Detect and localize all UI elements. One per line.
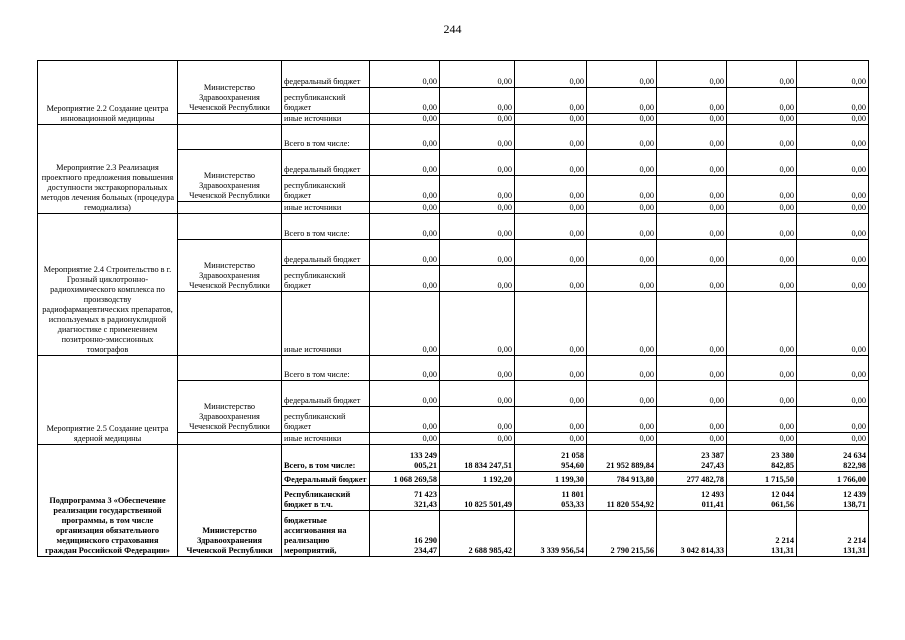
amount-cell: 0,00 <box>727 61 797 88</box>
amount-cell: 0,00 <box>440 176 515 202</box>
amount-cell: 0,00 <box>727 176 797 202</box>
funding-source: Республиканский бюджет в т.ч. <box>282 486 370 511</box>
amount-cell: 0,00 <box>727 433 797 445</box>
amount-cell: 0,00 <box>797 125 869 150</box>
responsible-executor: Министерство Здравоохранения Чеченской Республики <box>178 381 282 433</box>
amount-cell: 16 290 234,47 <box>370 511 440 557</box>
amount-cell: 0,00 <box>727 407 797 433</box>
amount-cell: 0,00 <box>727 240 797 266</box>
table-body <box>38 61 869 557</box>
amount-cell: 0,00 <box>657 202 727 214</box>
amount-cell: 12 493 011,41 <box>657 486 727 511</box>
amount-cell: 0,00 <box>440 125 515 150</box>
funding-source: Всего в том числе: <box>282 214 370 240</box>
amount-cell: 0,00 <box>587 61 657 88</box>
funding-source: республиканский бюджет <box>282 176 370 202</box>
amount-cell: 0,00 <box>657 88 727 114</box>
measure-name: Мероприятие 2.2 Создание центра инновационной медицины <box>38 61 178 125</box>
amount-cell: 2 688 985,42 <box>440 511 515 557</box>
amount-cell: 0,00 <box>440 150 515 176</box>
amount-cell: 0,00 <box>370 88 440 114</box>
amount-cell: 3 042 814,33 <box>657 511 727 557</box>
amount-cell: 0,00 <box>797 240 869 266</box>
amount-cell: 0,00 <box>440 114 515 125</box>
amount-cell: 0,00 <box>440 266 515 292</box>
amount-cell: 0,00 <box>370 381 440 407</box>
amount-cell: 71 423 321,43 <box>370 486 440 511</box>
amount-cell: 0,00 <box>440 240 515 266</box>
amount-cell: 0,00 <box>657 292 727 356</box>
amount-cell: 0,00 <box>727 292 797 356</box>
empty-cell <box>178 125 282 150</box>
amount-cell: 0,00 <box>440 407 515 433</box>
amount-cell: 11 820 554,92 <box>587 486 657 511</box>
amount-cell: 0,00 <box>727 202 797 214</box>
amount-cell: 784 913,80 <box>587 472 657 486</box>
funding-source: федеральный бюджет <box>282 240 370 266</box>
amount-cell: 0,00 <box>727 88 797 114</box>
table-row <box>38 214 869 240</box>
amount-cell: 0,00 <box>657 114 727 125</box>
amount-cell: 0,00 <box>587 407 657 433</box>
amount-cell: 0,00 <box>657 240 727 266</box>
amount-cell: 3 339 956,54 <box>515 511 587 557</box>
empty-cell <box>178 214 282 240</box>
budget-table <box>37 60 869 557</box>
amount-cell: 0,00 <box>657 407 727 433</box>
amount-cell: 0,00 <box>587 433 657 445</box>
amount-cell: 0,00 <box>797 88 869 114</box>
funding-source: иные источники <box>282 114 370 125</box>
amount-cell: 0,00 <box>727 114 797 125</box>
amount-cell: 21 952 889,84 <box>587 445 657 472</box>
funding-source: федеральный бюджет <box>282 150 370 176</box>
amount-cell: 0,00 <box>515 266 587 292</box>
empty-cell <box>178 114 282 125</box>
funding-source: Всего в том числе: <box>282 125 370 150</box>
table-row <box>38 356 869 381</box>
empty-cell <box>178 292 282 356</box>
funding-source: иные источники <box>282 433 370 445</box>
amount-cell: 12 439 138,71 <box>797 486 869 511</box>
amount-cell: 0,00 <box>797 61 869 88</box>
funding-source: федеральный бюджет <box>282 61 370 88</box>
funding-source: республиканский бюджет <box>282 88 370 114</box>
amount-cell: 0,00 <box>515 125 587 150</box>
page-number: 244 <box>443 22 462 36</box>
amount-cell: 0,00 <box>657 125 727 150</box>
amount-cell: 0,00 <box>587 214 657 240</box>
amount-cell: 0,00 <box>727 214 797 240</box>
amount-cell: 277 482,78 <box>657 472 727 486</box>
amount-cell: 0,00 <box>727 125 797 150</box>
amount-cell: 0,00 <box>587 125 657 150</box>
amount-cell: 0,00 <box>370 150 440 176</box>
amount-cell: 0,00 <box>515 214 587 240</box>
amount-cell: 2 214 131,31 <box>727 511 797 557</box>
funding-source: республиканский бюджет <box>282 266 370 292</box>
amount-cell: 0,00 <box>440 214 515 240</box>
amount-cell: 0,00 <box>657 150 727 176</box>
amount-cell: 0,00 <box>440 88 515 114</box>
amount-cell: 11 801 053,33 <box>515 486 587 511</box>
amount-cell: 0,00 <box>440 292 515 356</box>
amount-cell: 0,00 <box>370 407 440 433</box>
amount-cell: 0,00 <box>587 176 657 202</box>
amount-cell: 0,00 <box>515 176 587 202</box>
amount-cell: 0,00 <box>657 433 727 445</box>
amount-cell: 10 825 501,49 <box>440 486 515 511</box>
amount-cell: 0,00 <box>440 202 515 214</box>
amount-cell: 21 058 954,60 <box>515 445 587 472</box>
responsible-executor: Министерство Здравоохранения Чеченской Республики <box>178 445 282 557</box>
amount-cell: 0,00 <box>657 266 727 292</box>
measure-name: Мероприятие 2.5 Создание центра ядерной медицины <box>38 356 178 445</box>
amount-cell: 0,00 <box>797 381 869 407</box>
amount-cell: 0,00 <box>797 407 869 433</box>
funding-source: федеральный бюджет <box>282 381 370 407</box>
amount-cell: 0,00 <box>587 202 657 214</box>
amount-cell: 1 199,30 <box>515 472 587 486</box>
amount-cell: 0,00 <box>727 381 797 407</box>
empty-cell <box>178 202 282 214</box>
amount-cell: 0,00 <box>587 356 657 381</box>
amount-cell: 0,00 <box>440 61 515 88</box>
amount-cell: 0,00 <box>515 381 587 407</box>
amount-cell: 0,00 <box>440 381 515 407</box>
amount-cell: 0,00 <box>370 292 440 356</box>
amount-cell: 0,00 <box>440 356 515 381</box>
amount-cell: 0,00 <box>370 266 440 292</box>
table-row <box>38 125 869 150</box>
amount-cell: 1 715,50 <box>727 472 797 486</box>
amount-cell: 0,00 <box>657 356 727 381</box>
amount-cell: 0,00 <box>587 266 657 292</box>
amount-cell: 0,00 <box>370 176 440 202</box>
amount-cell: 0,00 <box>515 202 587 214</box>
amount-cell: 1 766,00 <box>797 472 869 486</box>
funding-source: иные источники <box>282 292 370 356</box>
empty-cell <box>178 433 282 445</box>
amount-cell: 0,00 <box>797 114 869 125</box>
amount-cell: 0,00 <box>587 88 657 114</box>
funding-source: иные источники <box>282 202 370 214</box>
amount-cell: 0,00 <box>797 266 869 292</box>
amount-cell: 0,00 <box>370 356 440 381</box>
amount-cell: 12 044 061,56 <box>727 486 797 511</box>
amount-cell: 0,00 <box>515 407 587 433</box>
amount-cell: 0,00 <box>515 150 587 176</box>
amount-cell: 0,00 <box>727 266 797 292</box>
measure-name: Подпрограмма 3 «Обеспечение реализации государственной программы, в том числе организация обязательного медицинского страхования граждан Российской Федерации» <box>38 445 178 557</box>
amount-cell: 24 634 822,98 <box>797 445 869 472</box>
funding-source: Федеральный бюджет <box>282 472 370 486</box>
amount-cell: 0,00 <box>797 202 869 214</box>
funding-source: Всего в том числе: <box>282 356 370 381</box>
funding-source: бюджетные ассигнования на реализацию мероприятий, <box>282 511 370 557</box>
amount-cell: 0,00 <box>440 433 515 445</box>
amount-cell: 2 214 131,31 <box>797 511 869 557</box>
amount-cell: 0,00 <box>370 433 440 445</box>
amount-cell: 0,00 <box>727 150 797 176</box>
amount-cell: 0,00 <box>587 114 657 125</box>
amount-cell: 0,00 <box>370 125 440 150</box>
amount-cell: 18 834 247,51 <box>440 445 515 472</box>
amount-cell: 0,00 <box>515 240 587 266</box>
amount-cell: 0,00 <box>797 214 869 240</box>
amount-cell: 1 192,20 <box>440 472 515 486</box>
amount-cell: 0,00 <box>587 240 657 266</box>
amount-cell: 1 068 269,58 <box>370 472 440 486</box>
measure-name: Мероприятие 2.4 Строительство в г. Грозный циклотронно-радиохимического комплекса по производству радиофармацевтических препаратов, используемых в радионуклидной диагностике с применением позитронно-эмиссионных томографов <box>38 214 178 356</box>
empty-cell <box>178 356 282 381</box>
amount-cell: 0,00 <box>657 214 727 240</box>
amount-cell: 0,00 <box>515 88 587 114</box>
amount-cell: 0,00 <box>587 381 657 407</box>
responsible-executor: Министерство Здравоохранения Чеченской Республики <box>178 150 282 202</box>
amount-cell: 23 387 247,43 <box>657 445 727 472</box>
amount-cell: 0,00 <box>587 150 657 176</box>
amount-cell: 0,00 <box>370 240 440 266</box>
amount-cell: 0,00 <box>657 176 727 202</box>
amount-cell: 0,00 <box>515 292 587 356</box>
amount-cell: 0,00 <box>797 176 869 202</box>
amount-cell: 0,00 <box>515 114 587 125</box>
amount-cell: 2 790 215,56 <box>587 511 657 557</box>
amount-cell: 133 249 005,21 <box>370 445 440 472</box>
table-row <box>38 61 869 88</box>
amount-cell: 0,00 <box>797 433 869 445</box>
measure-name: Мероприятие 2.3 Реализация проектного предложения повышения доступности экстракорпоральных методов лечения больных (процедура гемодиализа) <box>38 125 178 214</box>
amount-cell: 0,00 <box>797 292 869 356</box>
amount-cell: 0,00 <box>370 202 440 214</box>
table-row <box>38 445 869 472</box>
amount-cell: 0,00 <box>515 433 587 445</box>
amount-cell: 0,00 <box>587 292 657 356</box>
amount-cell: 0,00 <box>515 356 587 381</box>
funding-source: республиканский бюджет <box>282 407 370 433</box>
amount-cell: 0,00 <box>515 61 587 88</box>
amount-cell: 0,00 <box>657 381 727 407</box>
responsible-executor: Министерство Здравоохранения Чеченской Республики <box>178 61 282 114</box>
amount-cell: 0,00 <box>727 356 797 381</box>
amount-cell: 0,00 <box>370 214 440 240</box>
responsible-executor: Министерство Здравоохранения Чеченской Республики <box>178 240 282 292</box>
amount-cell: 23 380 842,85 <box>727 445 797 472</box>
amount-cell: 0,00 <box>370 61 440 88</box>
amount-cell: 0,00 <box>797 356 869 381</box>
amount-cell: 0,00 <box>657 61 727 88</box>
amount-cell: 0,00 <box>370 114 440 125</box>
amount-cell: 0,00 <box>797 150 869 176</box>
funding-source: Всего, в том числе: <box>282 445 370 472</box>
